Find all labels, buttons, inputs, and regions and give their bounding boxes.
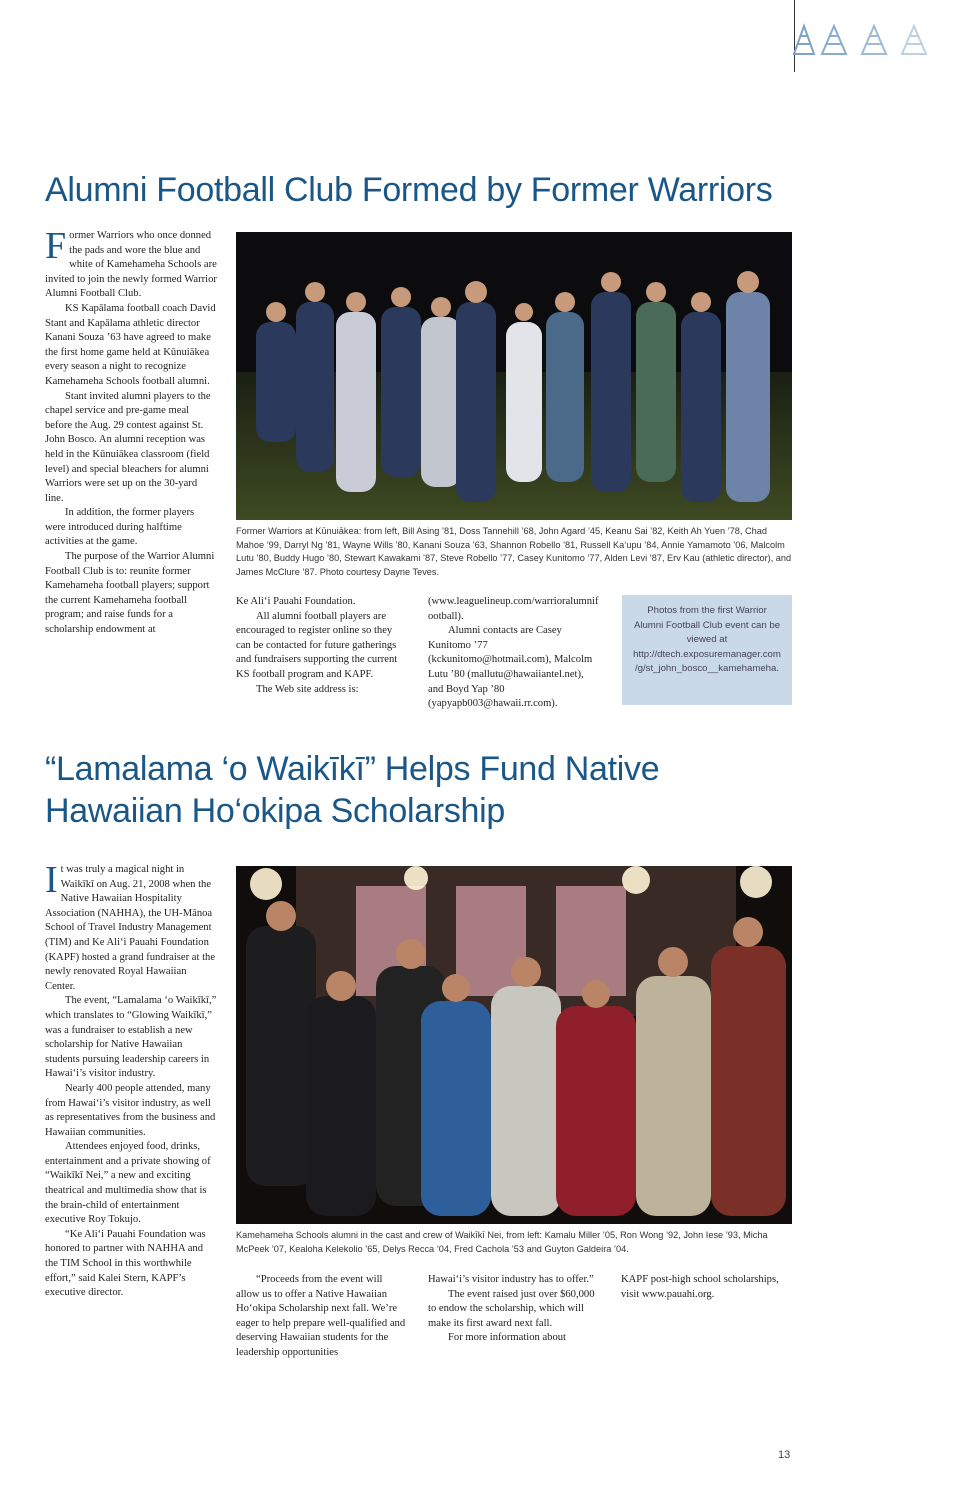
paragraph: The Web site address is: bbox=[256, 683, 359, 695]
triangle-pattern-icon bbox=[794, 26, 926, 54]
paragraph: “Proceeds from the event will allow us to offer a Native Hawaiian Ho‘okipa Scholarship next fall. We’re eager to help prepare well-qualified and deserving Hawaiian students for the leadership opportunities bbox=[236, 1274, 406, 1358]
paragraph: Nearly 400 people attended, many from Hawai‘i’s visitor industry, as well as representatives from the business and Hawaiian communities. bbox=[45, 1082, 216, 1138]
paragraph: Attendees enjoyed food, drinks, entertainment and a private showing of “Waikīkī Nei,” a new and exciting theatrical and multimedia show that is the brain-child of entertainment executive Roy Tokujo. bbox=[45, 1141, 211, 1226]
paragraph: t was truly a magical night in Waikīkī on Aug. 21, 2008 when the Native Hawaiian Hospitality Association (NAHHA), the UH-Mānoa School of Travel Industry Management (TIM) and Ke Ali‘i Pauahi Foundation (KAPF) hosted a grand fundraiser at the newly renovated Royal Hawaiian Center. bbox=[45, 864, 216, 992]
article-column bbox=[428, 1273, 600, 1346]
paragraph: Hawai‘i’s visitor industry has to offer.” bbox=[428, 1274, 594, 1285]
paragraph: In addition, the former players were introduced during halftime activities at the game. bbox=[45, 507, 195, 548]
article-column bbox=[45, 225, 217, 638]
article-column bbox=[236, 595, 408, 697]
paragraph: Stant invited alumni players to the chapel service and pre-game meal before the Aug. 29 contest against St. John Bosco. An alumni reception was held in the Kūnuiākea classroom (field level) and special bleachers for alumni Warriors were set up on the 30-yard line. bbox=[45, 390, 211, 504]
article-title bbox=[45, 748, 659, 832]
article-column bbox=[45, 859, 217, 1301]
paragraph: The event, “Lamalama ‘o Waikīkī,” which translates to “Glowing Waikīkī,” was a fundraiser to establish a new scholarship for Native Hawaiian students pursuing leadership careers in Hawai‘i’s visitor industry. bbox=[45, 995, 217, 1080]
ornament-icons bbox=[792, 20, 942, 60]
article-column bbox=[621, 1273, 793, 1302]
paragraph: “Ke Ali‘i Pauahi Foundation was honored to partner with NAHHA and the TIM School in this worthwhile effort,” said Kalei Stern, KAPF’s executive director. bbox=[45, 1228, 206, 1299]
article-title-line: “Lamalama ‘o Waikīkī” Helps Fund Native bbox=[45, 750, 660, 788]
drop-cap: I bbox=[45, 859, 58, 901]
photo-caption: Former Warriors at Kūnuiākea: from left, Bill Asing ’81, Doss Tannehill ’68, John Agard ’45, Keanu Sai ’82, Keith Ah Yuen ’78, Chad Mahoe ’99, Darryl Ng ’81, Wayne Wills ’80, Kanani Souza ’63, Shannon Robello ’81, Russell Ka‘upu ’84, Annie Yamamoto ’06, Malcolm Lutu ’80, Buddy Hugo ’80, Stewart Kawakami ’87, Steve Robello ’77, Casey Kunitomo ’77, Alden Levi ’87, Erv Kau (athletic director), and James McClure ’87. Photo courtesy Dayne Teves. bbox=[236, 526, 792, 577]
paragraph: For more information about bbox=[448, 1332, 566, 1344]
paragraph: KS Kapālama football coach David Stant and Kapālama athletic director Kanani Souza ’63 have agreed to make the first home game held at Kūnuiākea every season a night to recognize Kamehameha Schools football alumni. bbox=[45, 302, 216, 387]
paragraph: The purpose of the Warrior Alumni Football Club is to: reunite former Kamehameha football players; support the current Kamehameha football program; and raise funds for a scholarship endowment at bbox=[45, 551, 215, 636]
drop-cap: F bbox=[45, 225, 67, 267]
photo-link-sidebar: Photos from the first Warrior Alumni Football Club event can be viewed at http://dtech.exposuremanager.com/g/st_john_bosco__kamehameha. bbox=[622, 595, 792, 705]
paragraph: Ke Ali‘i Pauahi Foundation. bbox=[236, 596, 356, 607]
article-title: Alumni Football Club Formed by Former Warriors bbox=[45, 171, 773, 209]
paragraph: All alumni football players are encouraged to register online so they can be contacted for future gatherings and fundraisers supporting the current KS football program and KAPF. bbox=[236, 610, 398, 680]
paragraph: The event raised just over $60,000 to endow the scholarship, which will make its first award next fall. bbox=[428, 1288, 595, 1329]
paragraph: (www.leaguelineup.com/warrioralumnifootball). bbox=[428, 596, 599, 622]
article-column bbox=[428, 595, 600, 712]
paragraph: ormer Warriors who once donned the pads and wore the blue and white of Kamehameha Schools are invited to join the newly formed Warrior Alumni Football Club. bbox=[45, 230, 217, 300]
photo-caption: Kamehameha Schools alumni in the cast and crew of Waikīkī Nei, from left: Kamalu Miller ’05, Ron Wong ’92, John Iese ’93, Micha McPeek ’07, Kealoha Kelekolio ’65, Delys Recca ’04, Fred Cachola ’53 and Guyton Galdeira ’04. bbox=[236, 1230, 768, 1254]
page-number: 13 bbox=[778, 1449, 791, 1461]
paragraph: KAPF post-high school scholarships, visit www.pauahi.org. bbox=[621, 1274, 779, 1300]
article-column bbox=[236, 1273, 408, 1361]
team-photo bbox=[236, 232, 792, 520]
article-title-line: Hawaiian Ho‘okipa Scholarship bbox=[45, 792, 505, 830]
cast-photo bbox=[236, 866, 792, 1224]
paragraph: Alumni contacts are Casey Kunitomo ’77 (kckunitomo@hotmail.com), Malcolm Lutu ’80 (mallutu@hawaiiantel.net), and Boyd Yap ’80 (yapyapb003@hawaii.rr.com). bbox=[428, 625, 593, 710]
